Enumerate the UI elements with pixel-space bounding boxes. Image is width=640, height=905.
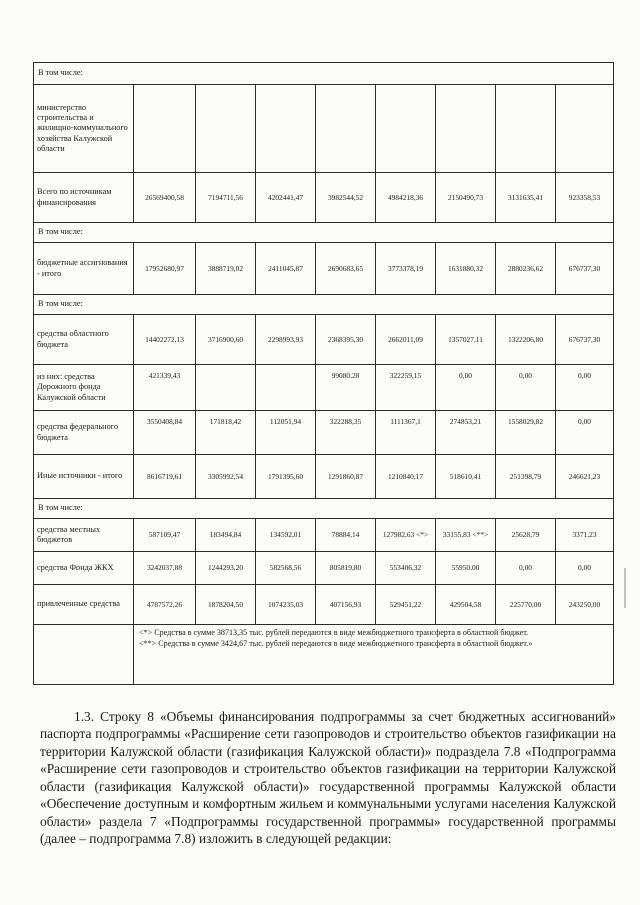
value-cell [134, 85, 196, 173]
value-cell [196, 365, 256, 411]
row-label-cell: средства областного бюджета [34, 315, 134, 365]
value-cell: 1244293,20 [196, 552, 256, 585]
value-cell: 2880236,62 [496, 243, 556, 295]
value-cell: 1074235,03 [256, 585, 316, 625]
value-cell: 3716900,60 [196, 315, 256, 365]
value-cell [436, 85, 496, 173]
value-cell: 553406,32 [376, 552, 436, 585]
value-cell: 587109,47 [134, 519, 196, 552]
value-cell: 274853,21 [436, 411, 496, 455]
value-cell [376, 85, 436, 173]
value-cell: 183494,84 [196, 519, 256, 552]
table-notes-row [34, 625, 614, 685]
value-cell: 4787572,26 [134, 585, 196, 625]
row-label-cell: Иные источники - итого [34, 455, 134, 499]
value-cell: 2150490,73 [436, 173, 496, 223]
value-cell: 8616719,61 [134, 455, 196, 499]
value-cell: 243250,00 [556, 585, 614, 625]
value-cell: 134592,01 [256, 519, 316, 552]
value-cell: 676737,30 [556, 315, 614, 365]
table-row [34, 85, 614, 173]
value-cell [256, 365, 316, 411]
value-cell: 4984218,36 [376, 173, 436, 223]
value-cell: 25628,79 [496, 519, 556, 552]
amendment-paragraph [40, 708, 616, 847]
footnote: <*> Средства в сумме 38713,35 тыс. рублей передаются в виде межбюджетного трансферта в областной бюджет. [139, 628, 529, 637]
table-row [34, 365, 614, 411]
value-cell: 171818,42 [196, 411, 256, 455]
value-cell: 1558029,82 [496, 411, 556, 455]
value-cell: 3773378,19 [376, 243, 436, 295]
table-row [34, 411, 614, 455]
value-cell: 3982544,52 [316, 173, 376, 223]
value-cell: 1210840,17 [376, 455, 436, 499]
row-label-cell: из них: средства Дорожного фонда Калужской области [34, 365, 134, 411]
value-cell: 127982,63 <*> [376, 519, 436, 552]
value-cell: 582568,56 [256, 552, 316, 585]
value-cell: 2411045,87 [256, 243, 316, 295]
value-cell: 3888719,02 [196, 243, 256, 295]
value-cell: 3305992,54 [196, 455, 256, 499]
row-label-cell: средства Фонда ЖКХ [34, 552, 134, 585]
value-cell [556, 85, 614, 173]
table-row [34, 315, 614, 365]
row-label-cell: бюджетные ассигнования - итого [34, 243, 134, 295]
value-cell: 2662011,09 [376, 315, 436, 365]
value-cell: 0,00 [436, 365, 496, 411]
value-cell: 1878204,50 [196, 585, 256, 625]
value-cell: 0,00 [556, 552, 614, 585]
table-subheader-row [34, 499, 614, 519]
paragraph-text: 1.3. Строку 8 «Объемы финансирования подпрограммы за счет бюджетных ассигнований» паспорта подпрограммы «Расширение сети газопроводов и строительство объектов газификации на территории Калужской области (газификация Калужской области)» подраздела 7.8 «Подпрограмма «Расширение сети газопроводов и строительство объектов газификации на территории Калужской области (газификация Калужской области)» государственной программы Калужской области «Обеспечение доступным и комфортным жильем и коммунальными услугами населения Калужской области» раздела 7 «Подпрограммы государственной программы» государственной программы (далее – подпрограмма 7.8) изложить в следующей редакции: [40, 709, 616, 846]
table-row [34, 455, 614, 499]
value-cell: 99080,28 [316, 365, 376, 411]
value-cell: 78884,14 [316, 519, 376, 552]
row-label-cell: средства местных бюджетов [34, 519, 134, 552]
value-cell: 1791395,60 [256, 455, 316, 499]
value-cell: 17952680,97 [134, 243, 196, 295]
value-cell: 3550408,84 [134, 411, 196, 455]
value-cell: 225770,00 [496, 585, 556, 625]
value-cell: 55950,00 [436, 552, 496, 585]
value-cell: 923358,53 [556, 173, 614, 223]
financing-table-body [34, 63, 614, 685]
subheader-cell: В том числе: [34, 295, 614, 315]
value-cell: 322259,15 [376, 365, 436, 411]
subheader-cell: В том числе: [34, 63, 614, 85]
value-cell: 3131635,41 [496, 173, 556, 223]
value-cell: 1322206,80 [496, 315, 556, 365]
footnote: <**> Средства в сумме 3424,67 тыс. рублей передаются в виде межбюджетного трансферта в областной бюджет.» [139, 638, 533, 648]
notes-empty-cell [34, 625, 134, 685]
value-cell: 407156,93 [316, 585, 376, 625]
row-label-cell: средства федерального бюджета [34, 411, 134, 455]
value-cell: 33155,83 <**> [436, 519, 496, 552]
value-cell: 0,00 [496, 552, 556, 585]
value-cell: 429504,58 [436, 585, 496, 625]
row-label-cell: министерство строительства и жилищно-коммунального хозяйства Калужской области [34, 85, 134, 173]
table-subheader-row [34, 223, 614, 243]
subheader-cell: В том числе: [34, 223, 614, 243]
row-label-cell: Всего по источникам финансирования [34, 173, 134, 223]
value-cell: 0,00 [496, 365, 556, 411]
value-cell: 1357027,11 [436, 315, 496, 365]
value-cell: 1631880,32 [436, 243, 496, 295]
value-cell: 4202441,47 [256, 173, 316, 223]
table-subheader-row [34, 63, 614, 85]
value-cell [316, 85, 376, 173]
table-row [34, 243, 614, 295]
row-label-cell: привлеченные средства [34, 585, 134, 625]
table-row [34, 552, 614, 585]
table-row [34, 585, 614, 625]
value-cell [256, 85, 316, 173]
value-cell: 676737,30 [556, 243, 614, 295]
value-cell: 2298993,93 [256, 315, 316, 365]
value-cell: 3242037,88 [134, 552, 196, 585]
value-cell: 3371,23 [556, 519, 614, 552]
value-cell: 7194711,56 [196, 173, 256, 223]
value-cell: 1291860,87 [316, 455, 376, 499]
value-cell: 14402272,13 [134, 315, 196, 365]
table-row [34, 519, 614, 552]
value-cell: 0,00 [556, 365, 614, 411]
subheader-cell: В том числе: [34, 499, 614, 519]
value-cell: 251398,79 [496, 455, 556, 499]
footnotes-cell [134, 625, 614, 685]
value-cell: 0,00 [556, 411, 614, 455]
value-cell: 421339,43 [134, 365, 196, 411]
table-subheader-row [34, 295, 614, 315]
value-cell: 529451,22 [376, 585, 436, 625]
value-cell [196, 85, 256, 173]
value-cell: 26569400,58 [134, 173, 196, 223]
value-cell: 112051,94 [256, 411, 316, 455]
value-cell: 1111367,1 [376, 411, 436, 455]
table-row [34, 173, 614, 223]
value-cell: 518610,41 [436, 455, 496, 499]
value-cell [496, 85, 556, 173]
scan-margin-mark [624, 568, 626, 608]
financing-table [33, 62, 614, 685]
value-cell: 805819,80 [316, 552, 376, 585]
value-cell: 2690683,65 [316, 243, 376, 295]
value-cell: 322288,35 [316, 411, 376, 455]
value-cell: 246621,23 [556, 455, 614, 499]
value-cell: 2368395,30 [316, 315, 376, 365]
